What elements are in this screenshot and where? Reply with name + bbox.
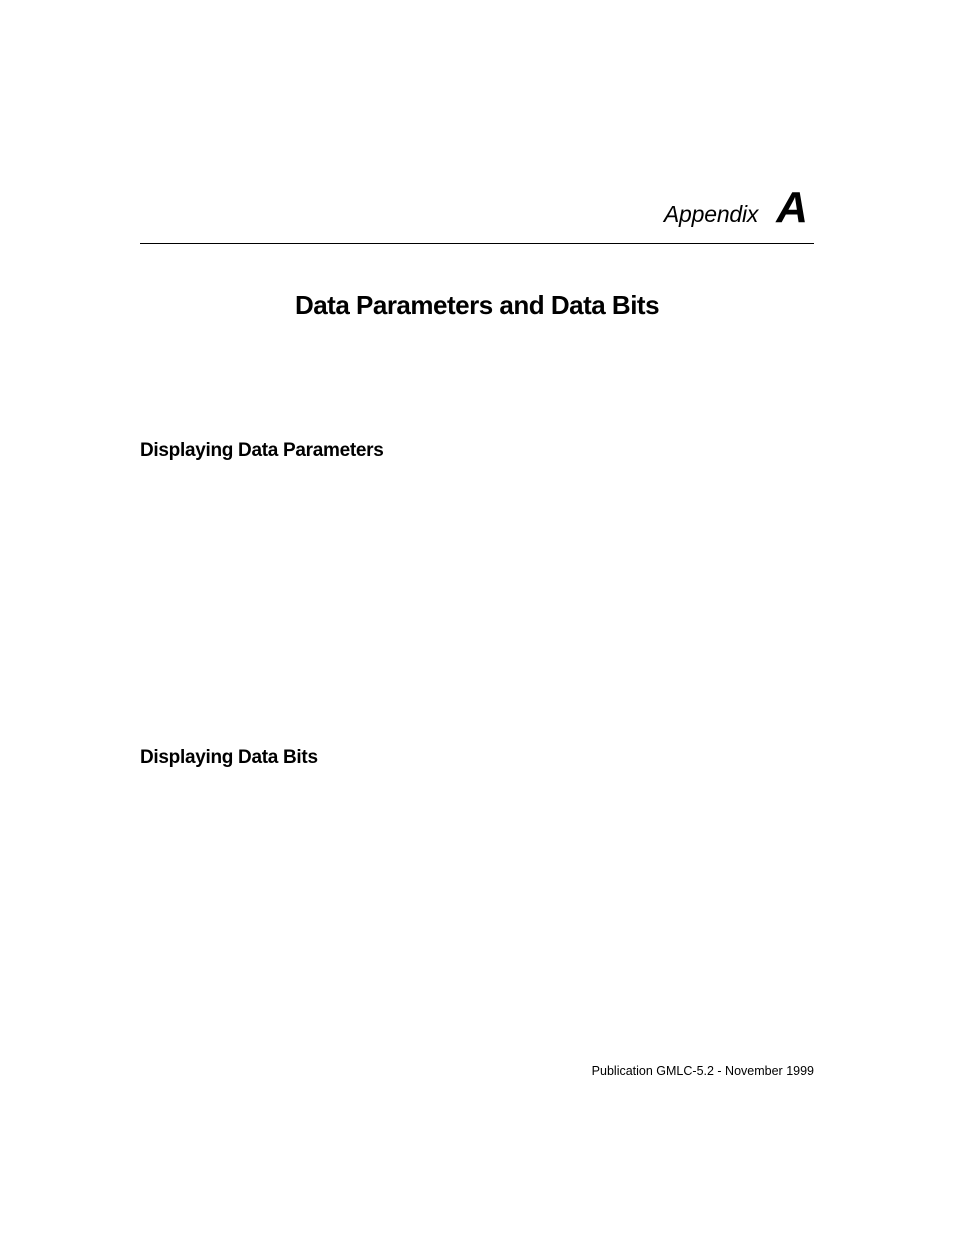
appendix-label: Appendix <box>663 201 759 227</box>
appendix-header <box>663 183 808 232</box>
section-heading-data-parameters: Displaying Data Parameters <box>140 440 384 461</box>
chapter-title: Data Parameters and Data Bits <box>294 290 660 320</box>
appendix-letter: A <box>776 183 808 232</box>
section-heading-data-bits: Displaying Data Bits <box>140 747 318 768</box>
header-rule <box>140 243 814 244</box>
publication-footer: Publication GMLC-5.2 - November 1999 <box>591 1064 814 1078</box>
